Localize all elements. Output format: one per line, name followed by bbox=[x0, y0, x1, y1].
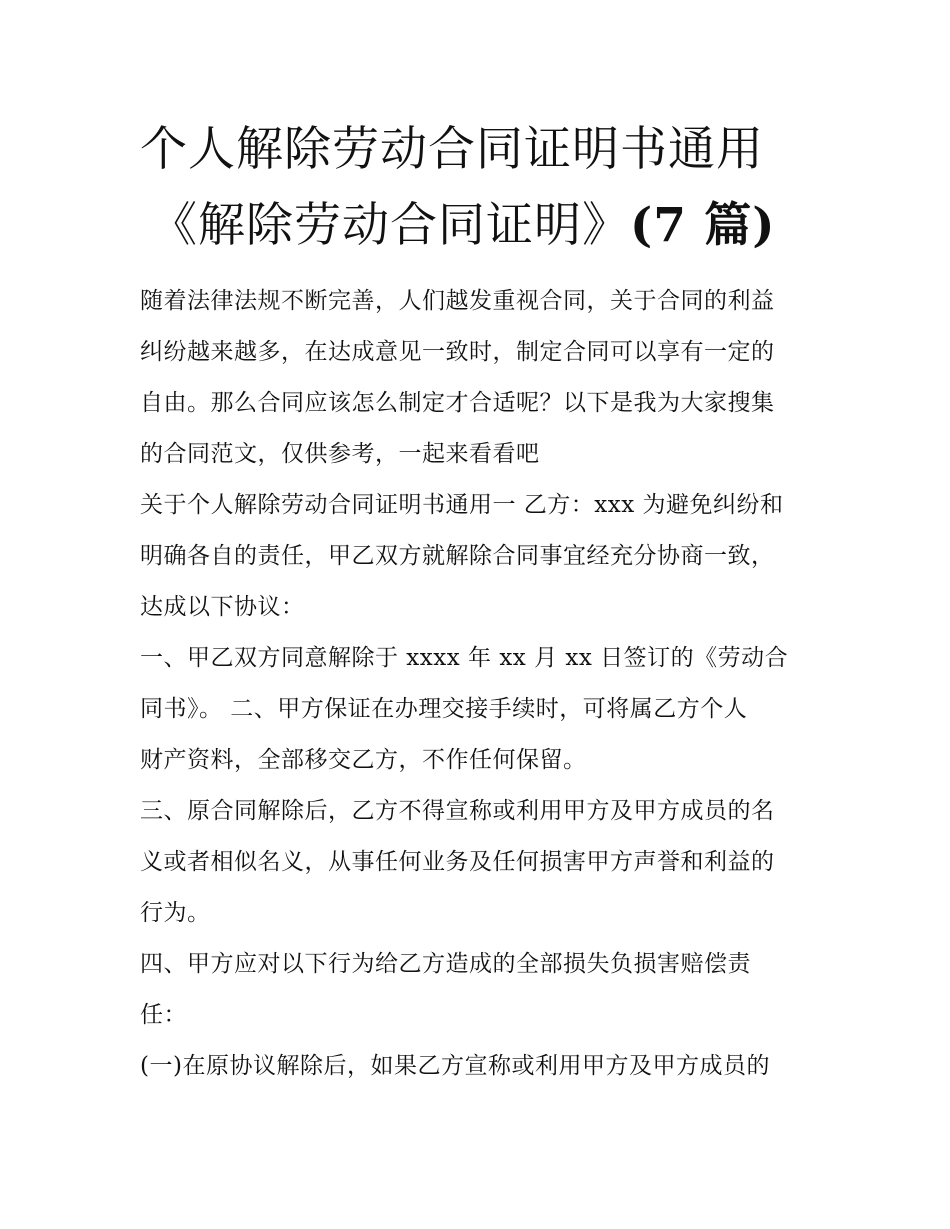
text-line: 同书》。 二、甲方保证在办理交接手续时，可将属乙方个人 bbox=[140, 696, 748, 722]
text-line: 义或者相似名义，从事任何业务及任何损害甲方声誉和利益的 bbox=[140, 849, 775, 875]
text-line: 明确各自的责任，甲乙双方就解除合同事宜经充分协商一致， bbox=[140, 543, 775, 569]
text-line: 一、甲乙双方同意解除于 xxxx 年 xx 月 xx 日签订的《劳动合 bbox=[140, 645, 789, 671]
text-line: 任： bbox=[140, 1002, 187, 1028]
text-line: 四、甲方应对以下行为给乙方造成的全部损失负损害赔偿责 bbox=[140, 951, 751, 977]
text-line: 自由。那么合同应该怎么制定才合适呢？以下是我为大家搜集 bbox=[140, 390, 775, 416]
title-count: (7 篇) bbox=[630, 198, 776, 253]
text-line: 的合同范文，仅供参考，一起来看看吧 bbox=[140, 441, 540, 467]
paragraph-clause-1-2 bbox=[140, 633, 820, 786]
text-line: 随着法律法规不断完善，人们越发重视合同，关于合同的利益 bbox=[140, 288, 775, 314]
paragraph-clause-4 bbox=[140, 939, 820, 1041]
text-line: 行为。 bbox=[140, 900, 211, 926]
paragraph-clause-3 bbox=[140, 786, 820, 939]
text-line: 达成以下协议： bbox=[140, 594, 305, 620]
title-line-2 bbox=[140, 188, 830, 264]
text-line: 三、原合同解除后，乙方不得宣称或利用甲方及甲方成员的名 bbox=[140, 798, 775, 824]
text-line: (一)在原协议解除后，如果乙方宣称或利用甲方及甲方成员的 bbox=[140, 1053, 770, 1079]
text-line: 纠纷越来越多，在达成意见一致时，制定合同可以享有一定的 bbox=[140, 339, 775, 365]
document-title bbox=[140, 112, 830, 264]
paragraph-preamble bbox=[140, 480, 820, 633]
text-line: 关于个人解除劳动合同证明书通用一 乙方：xxx 为避免纠纷和 bbox=[140, 492, 784, 518]
paragraph-clause-4-1 bbox=[140, 1041, 820, 1092]
paragraph-intro bbox=[140, 276, 820, 480]
text-line: 财产资料，全部移交乙方，不作任何保留。 bbox=[140, 747, 587, 773]
title-main: 《解除劳动合同证明》 bbox=[150, 198, 630, 253]
title-line-1: 个人解除劳动合同证明书通用 bbox=[140, 122, 764, 177]
document-body bbox=[140, 276, 820, 1092]
